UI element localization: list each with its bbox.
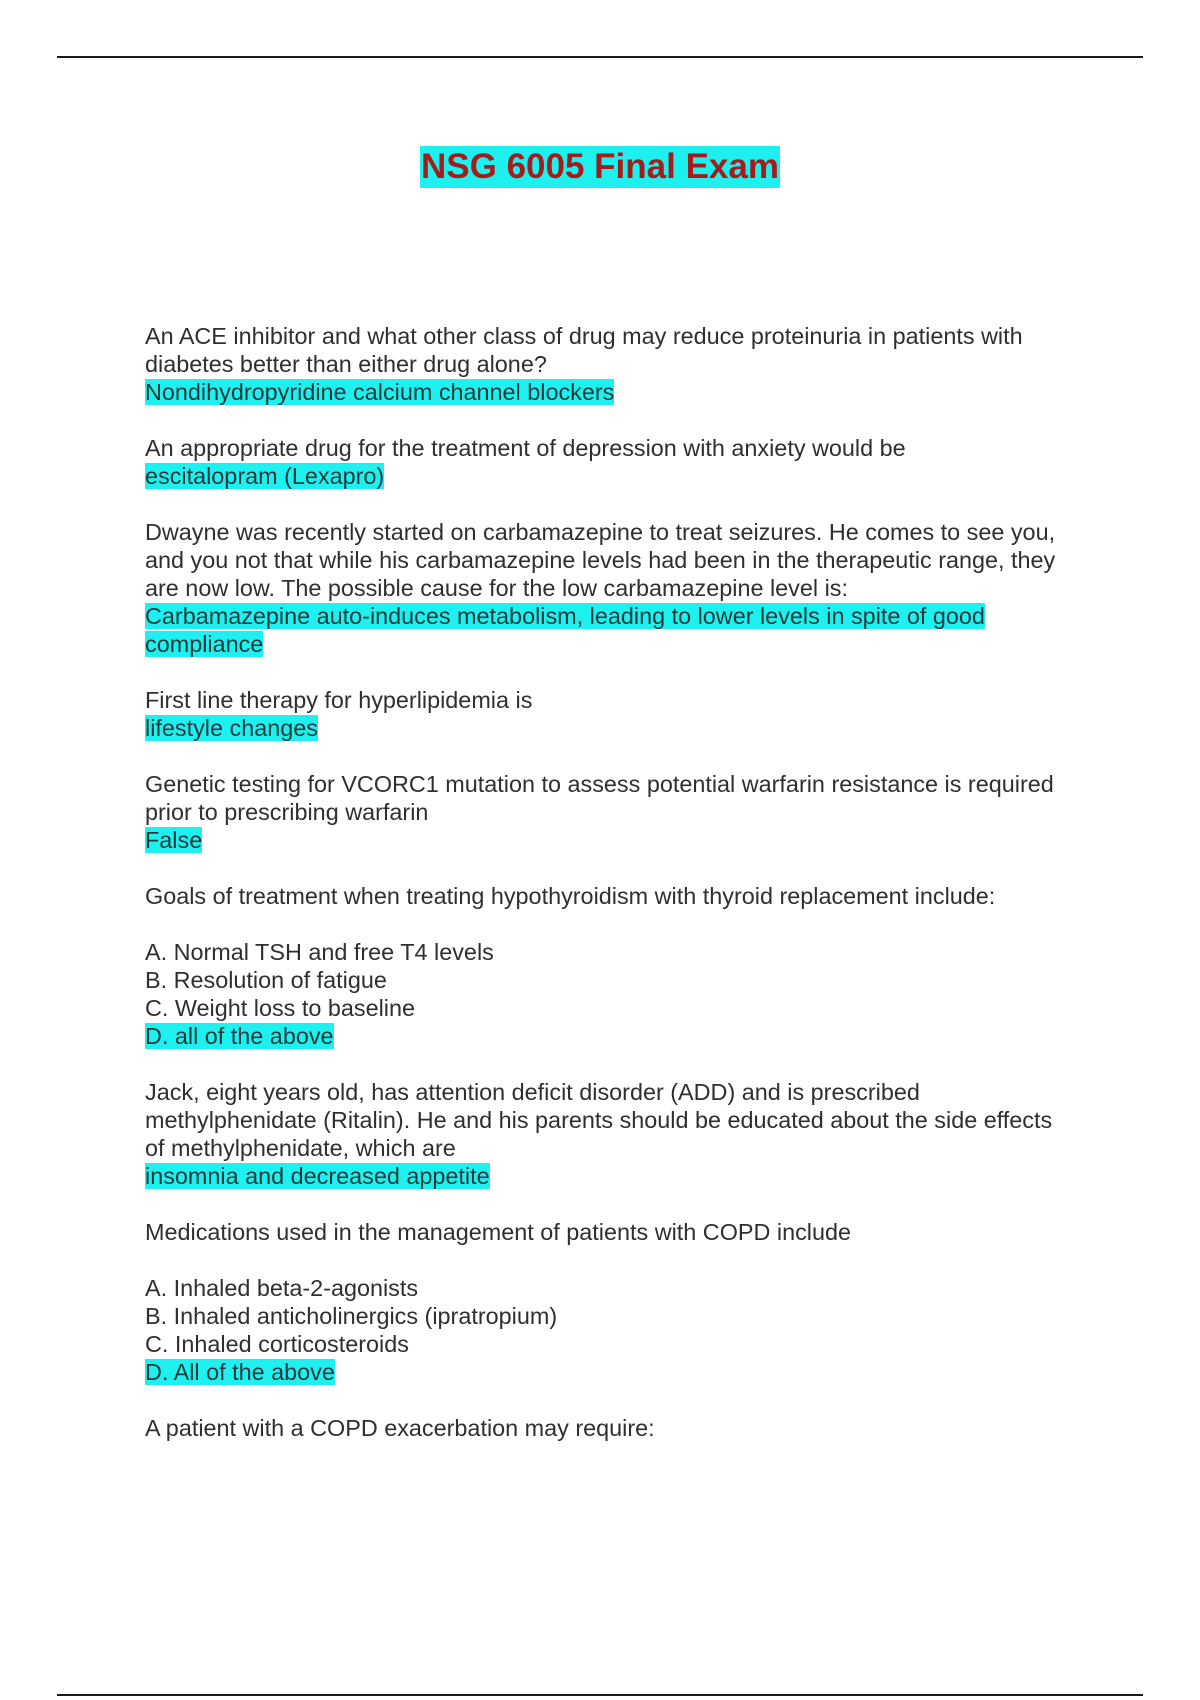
answer-highlight: insomnia and decreased appetite <box>145 1163 490 1189</box>
question-block <box>145 1218 1105 1246</box>
option-item: B. Inhaled anticholinergics (ipratropium) <box>145 1303 558 1329</box>
option-item: C. Weight loss to baseline <box>145 995 415 1021</box>
answer-highlight: Nondihydropyridine calcium channel blockers <box>145 379 615 405</box>
question-block <box>145 518 1105 658</box>
question-text: Goals of treatment when treating hypothyroidism with thyroid replacement include: <box>145 883 996 909</box>
question-text: of methylphenidate, which are <box>145 1135 456 1161</box>
question-block <box>145 770 1105 854</box>
option-item: A. Inhaled beta-2-agonists <box>145 1275 419 1301</box>
answer-highlight: escitalopram (Lexapro) <box>145 463 385 489</box>
option-item: B. Resolution of fatigue <box>145 967 387 993</box>
question-text: Genetic testing for VCORC1 mutation to assess potential warfarin resistance is required <box>145 771 1054 797</box>
options-list <box>145 938 1105 1050</box>
bottom-rule <box>57 1694 1143 1696</box>
question-block <box>145 686 1105 742</box>
top-rule <box>57 56 1143 58</box>
question-block <box>145 1414 1105 1442</box>
question-block <box>145 882 1105 910</box>
question-text: are now low. The possible cause for the low carbamazepine level is: <box>145 575 848 601</box>
answer-highlight: D. All of the above <box>145 1359 335 1385</box>
question-text: Dwayne was recently started on carbamazepine to treat seizures. He comes to see you, <box>145 519 1056 545</box>
question-block <box>145 434 1105 490</box>
question-text: and you not that while his carbamazepine levels had been in the therapeutic range, they <box>145 547 1056 573</box>
question-text: An ACE inhibitor and what other class of drug may reduce proteinuria in patients with <box>145 323 1023 349</box>
question-text: An appropriate drug for the treatment of depression with anxiety would be <box>145 435 906 461</box>
question-text: A patient with a COPD exacerbation may require: <box>145 1415 655 1441</box>
option-item: C. Inhaled corticosteroids <box>145 1331 409 1357</box>
question-list <box>145 322 1105 1470</box>
question-text: diabetes better than either drug alone? <box>145 351 547 377</box>
answer-highlight: Carbamazepine auto-induces metabolism, leading to lower levels in spite of good <box>145 603 985 629</box>
question-text: Medications used in the management of patients with COPD include <box>145 1219 852 1245</box>
question-block <box>145 322 1105 406</box>
page-title: NSG 6005 Final Exam <box>421 147 779 186</box>
title-container <box>0 146 1200 188</box>
answer-highlight: compliance <box>145 631 264 657</box>
options-list <box>145 1274 1105 1386</box>
option-item: A. Normal TSH and free T4 levels <box>145 939 494 965</box>
answer-highlight: D. all of the above <box>145 1023 334 1049</box>
answer-highlight: lifestyle changes <box>145 715 318 741</box>
question-text: Jack, eight years old, has attention deficit disorder (ADD) and is prescribed <box>145 1079 920 1105</box>
question-text: methylphenidate (Ritalin). He and his parents should be educated about the side effects <box>145 1107 1053 1133</box>
answer-highlight: False <box>145 827 203 853</box>
question-text: prior to prescribing warfarin <box>145 799 429 825</box>
question-text: First line therapy for hyperlipidemia is <box>145 687 533 713</box>
question-block <box>145 1078 1105 1190</box>
